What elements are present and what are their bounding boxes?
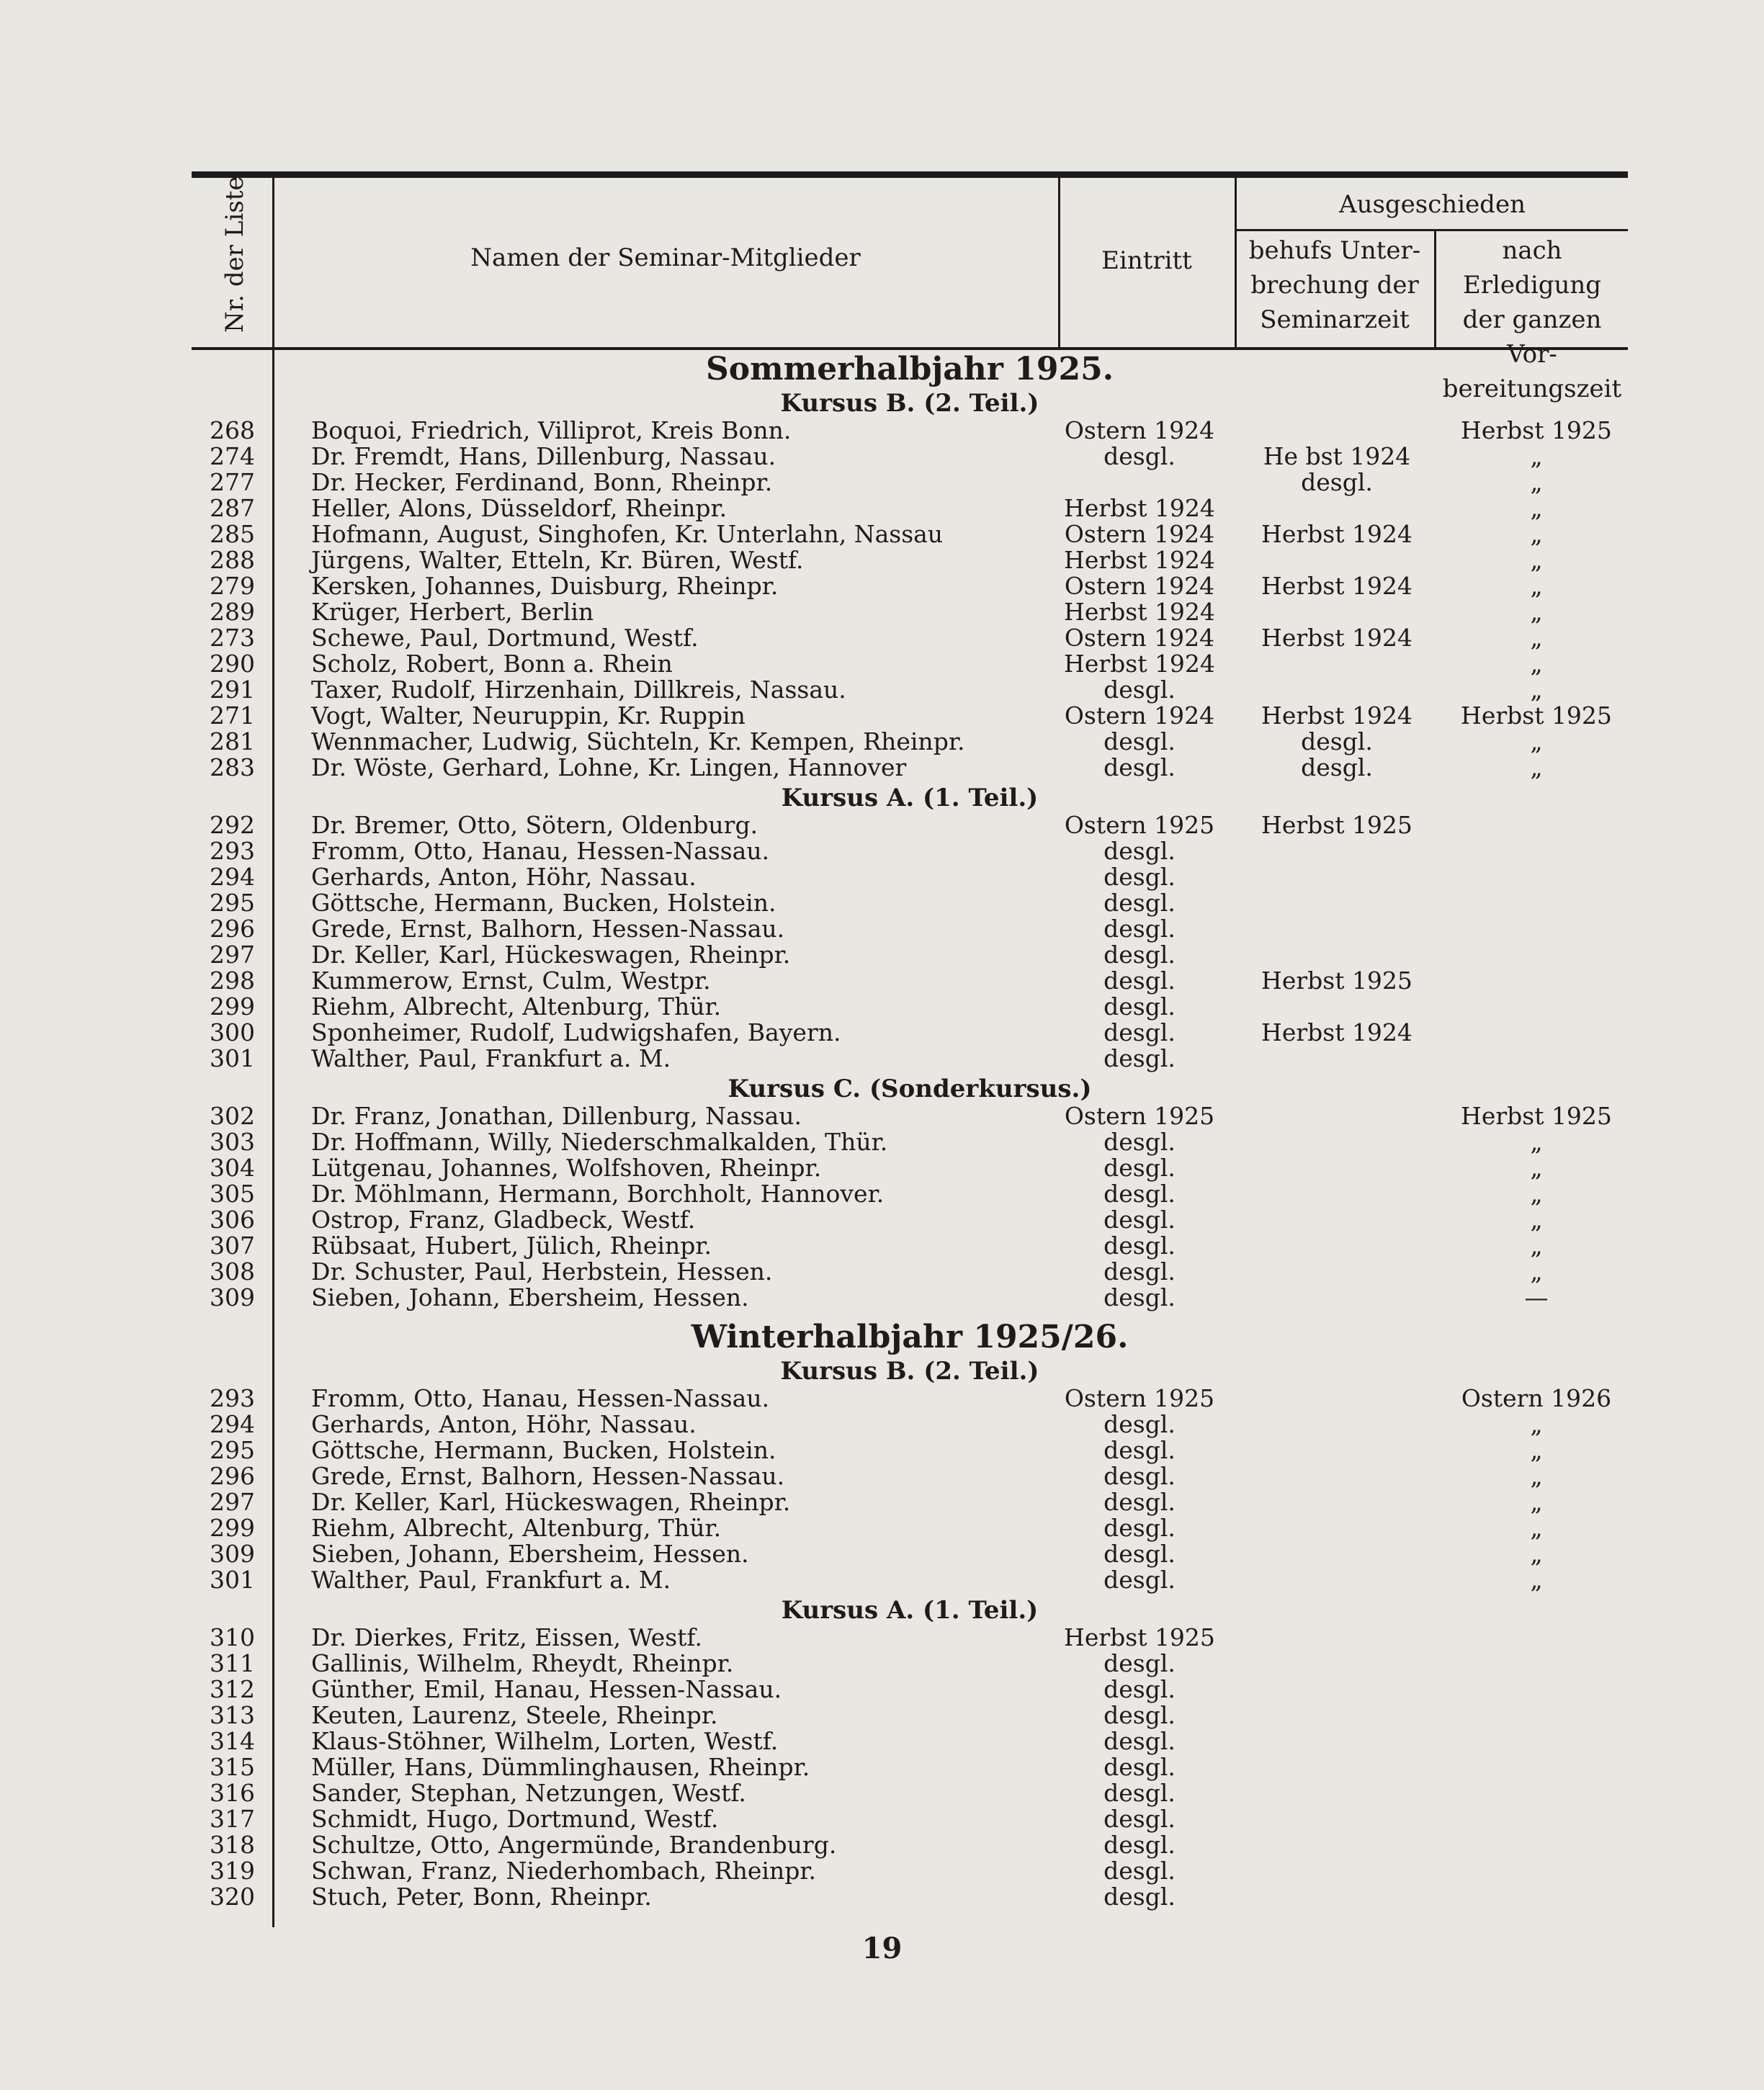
member-name: Krüger, Herbert, Berlin: [311, 598, 594, 626]
course-heading: Kursus C. (Sonderkursus.): [727, 1075, 1092, 1103]
erledigung-date: „: [1530, 520, 1543, 548]
eintritt-date: desgl.: [1103, 1128, 1176, 1156]
list-number: 297: [210, 1488, 255, 1516]
list-number: 281: [210, 727, 255, 755]
list-number: 296: [210, 1462, 255, 1490]
member-name: Sieben, Johann, Ebersheim, Hessen.: [311, 1540, 749, 1568]
list-number: 274: [210, 442, 255, 470]
unterbrechung-date: Herbst 1924: [1261, 701, 1412, 730]
list-number: 273: [210, 624, 255, 652]
season-heading: Sommerhalbjahr 1925.: [705, 351, 1114, 387]
member-name: Wennmacher, Ludwig, Süchteln, Kr. Kempen, Rheinpr.: [311, 727, 965, 755]
eintritt-date: desgl.: [1103, 1514, 1176, 1542]
member-name: Dr. Keller, Karl, Hückeswagen, Rheinpr.: [311, 941, 791, 969]
erledigung-date: Herbst 1925: [1461, 416, 1612, 444]
eintritt-date: desgl.: [1103, 966, 1176, 995]
table-row: [192, 1285, 1628, 1311]
table-row: [192, 573, 1628, 599]
member-name: Dr. Bremer, Otto, Sötern, Oldenburg.: [311, 811, 758, 839]
eintritt-date: desgl.: [1103, 941, 1176, 969]
erledigung-date: Herbst 1925: [1461, 701, 1612, 730]
erledigung-date: „: [1530, 624, 1543, 652]
header-nach-line3: bereitungszeit: [1442, 375, 1622, 403]
eintritt-date: Ostern 1924: [1064, 624, 1215, 652]
list-number: 300: [210, 1018, 255, 1046]
table-row: [192, 1155, 1628, 1181]
table-row: [192, 1181, 1628, 1207]
erledigung-date: „: [1530, 1488, 1543, 1516]
ausgeschieden-rule: [1235, 229, 1628, 231]
erledigung-date: „: [1530, 442, 1543, 470]
member-name: Müller, Hans, Dümmlinghausen, Rheinpr.: [311, 1753, 810, 1781]
table-row: [192, 1046, 1628, 1072]
member-name: Walther, Paul, Frankfurt a. M.: [311, 1566, 671, 1594]
member-name: Göttsche, Hermann, Bucken, Holstein.: [311, 1436, 776, 1464]
course-heading: Kursus B. (2. Teil.): [780, 1357, 1039, 1386]
list-number: 320: [210, 1883, 255, 1911]
erledigung-date: Ostern 1926: [1461, 1384, 1612, 1412]
eintritt-date: desgl.: [1103, 837, 1176, 865]
member-name: Heller, Alons, Düsseldorf, Rheinpr.: [311, 494, 727, 522]
eintritt-date: Ostern 1924: [1064, 572, 1215, 600]
member-name: Sponheimer, Rudolf, Ludwigshafen, Bayern.: [311, 1018, 841, 1046]
header-nr-der-liste: Nr. der Liste: [220, 176, 249, 333]
table-row: [192, 521, 1628, 547]
erledigung-date: —: [1524, 1283, 1549, 1311]
table-row: [192, 1832, 1628, 1858]
list-number: 301: [210, 1044, 255, 1072]
eintritt-date: Herbst 1924: [1064, 598, 1215, 626]
list-number: 268: [210, 416, 255, 444]
member-name: Lütgenau, Johannes, Wolfshoven, Rheinpr.: [311, 1154, 822, 1182]
erledigung-date: „: [1530, 1566, 1543, 1594]
list-number: 312: [210, 1675, 255, 1703]
table-row: [192, 1412, 1628, 1438]
eintritt-date: desgl.: [1103, 1462, 1176, 1490]
table-row: [192, 1489, 1628, 1515]
header-unterbrechung-line1: behufs Unter-: [1248, 236, 1421, 265]
table-row: [192, 1728, 1628, 1754]
table-row: [192, 1463, 1628, 1489]
list-number: 318: [210, 1831, 255, 1859]
erledigung-date: „: [1530, 1154, 1543, 1182]
erledigung-date: „: [1530, 727, 1543, 755]
eintritt-date: Herbst 1925: [1064, 1623, 1215, 1651]
table-row: [192, 599, 1628, 625]
list-number: 306: [210, 1206, 255, 1234]
erledigung-date: „: [1530, 598, 1543, 626]
table-row: [192, 1386, 1628, 1412]
list-number: 283: [210, 753, 255, 781]
member-name: Fromm, Otto, Hanau, Hessen-Nassau.: [311, 1384, 770, 1412]
table-row: [192, 755, 1628, 781]
eintritt-date: desgl.: [1103, 1018, 1176, 1046]
table-row: [192, 495, 1628, 521]
list-number: 305: [210, 1180, 255, 1208]
unterbrechung-date: desgl.: [1301, 468, 1373, 496]
erledigung-date: „: [1530, 1206, 1543, 1234]
list-number: 291: [210, 676, 255, 704]
eintritt-date: desgl.: [1103, 1701, 1176, 1729]
member-name: Klaus-Stöhner, Wilhelm, Lorten, Westf.: [311, 1727, 779, 1755]
eintritt-date: desgl.: [1103, 727, 1176, 755]
list-number: 296: [210, 915, 255, 943]
member-name: Boquoi, Friedrich, Villiprot, Kreis Bonn.: [311, 416, 792, 444]
eintritt-date: desgl.: [1103, 1410, 1176, 1438]
eintritt-date: desgl.: [1103, 1566, 1176, 1594]
member-name: Dr. Dierkes, Fritz, Eissen, Westf.: [311, 1623, 702, 1651]
list-number: 316: [210, 1779, 255, 1807]
table-row: [192, 1677, 1628, 1703]
list-number: 295: [210, 1436, 255, 1464]
erledigung-date: „: [1530, 572, 1543, 600]
unterbrechung-date: desgl.: [1301, 727, 1373, 755]
table-row: [192, 1754, 1628, 1780]
eintritt-date: desgl.: [1103, 1232, 1176, 1260]
table-row: [192, 1438, 1628, 1463]
unterbrechung-date: Herbst 1924: [1261, 1018, 1412, 1046]
table-row: [192, 418, 1628, 444]
erledigung-date: „: [1530, 1257, 1543, 1286]
list-number: 293: [210, 1384, 255, 1412]
member-name: Taxer, Rudolf, Hirzenhain, Dillkreis, Nassau.: [311, 676, 846, 704]
member-name: Keuten, Laurenz, Steele, Rheinpr.: [311, 1701, 718, 1729]
unterbrechung-date: desgl.: [1301, 753, 1373, 781]
member-name: Scholz, Robert, Bonn a. Rhein: [311, 650, 673, 678]
table-row: [192, 812, 1628, 838]
member-name: Dr. Möhlmann, Hermann, Borchholt, Hannover.: [311, 1180, 885, 1208]
member-name: Gerhards, Anton, Höhr, Nassau.: [311, 1410, 697, 1438]
eintritt-date: desgl.: [1103, 1727, 1176, 1755]
erledigung-date: „: [1530, 1462, 1543, 1490]
eintritt-date: desgl.: [1103, 676, 1176, 704]
table-row: [192, 1806, 1628, 1832]
header-nach-line1: nach Erledigung: [1462, 236, 1602, 300]
table-row: [192, 1567, 1628, 1593]
member-name: Schewe, Paul, Dortmund, Westf.: [311, 624, 699, 652]
member-name: Göttsche, Hermann, Bucken, Holstein.: [311, 889, 776, 917]
course-heading: Kursus A. (1. Teil.): [781, 784, 1039, 812]
eintritt-date: desgl.: [1103, 915, 1176, 943]
list-number: 308: [210, 1257, 255, 1286]
list-number: 294: [210, 863, 255, 891]
list-number: 271: [210, 701, 255, 730]
member-name: Gallinis, Wilhelm, Rheydt, Rheinpr.: [311, 1649, 734, 1677]
table-row: [192, 1541, 1628, 1567]
eintritt-date: desgl.: [1103, 1805, 1176, 1833]
member-name: Riehm, Albrecht, Altenburg, Thür.: [311, 1514, 722, 1542]
list-number: 309: [210, 1540, 255, 1568]
member-name: Walther, Paul, Frankfurt a. M.: [311, 1044, 671, 1072]
erledigung-date: Herbst 1925: [1461, 1102, 1612, 1130]
eintritt-date: desgl.: [1103, 1154, 1176, 1182]
unterbrechung-date: Herbst 1924: [1261, 572, 1412, 600]
table-row: [192, 1207, 1628, 1233]
eintritt-date: desgl.: [1103, 1779, 1176, 1807]
member-name: Vogt, Walter, Neuruppin, Kr. Ruppin: [311, 701, 746, 730]
header-eintritt: Eintritt: [1101, 246, 1192, 275]
table-row: [192, 1651, 1628, 1677]
page-number: 19: [861, 1932, 903, 1965]
table-row: [192, 677, 1628, 703]
eintritt-date: Herbst 1924: [1064, 546, 1215, 574]
member-name: Schultze, Otto, Angermünde, Brandenburg.: [311, 1831, 837, 1859]
list-number: 290: [210, 650, 255, 678]
erledigung-date: „: [1530, 1128, 1543, 1156]
member-name: Grede, Ernst, Balhorn, Hessen-Nassau.: [311, 915, 785, 943]
list-number: 301: [210, 1566, 255, 1594]
table-row: [192, 1103, 1628, 1129]
eintritt-date: desgl.: [1103, 1488, 1176, 1516]
erledigung-date: „: [1530, 1180, 1543, 1208]
list-number: 289: [210, 598, 255, 626]
list-number: 315: [210, 1753, 255, 1781]
member-name: Rübsaat, Hubert, Jülich, Rheinpr.: [311, 1232, 712, 1260]
seminar-register-table: [192, 171, 1628, 1927]
member-name: Jürgens, Walter, Etteln, Kr. Büren, Westf.: [311, 546, 804, 574]
eintritt-date: desgl.: [1103, 1831, 1176, 1859]
list-number: 311: [210, 1649, 255, 1677]
erledigung-date: „: [1530, 1410, 1543, 1438]
member-name: Ostrop, Franz, Gladbeck, Westf.: [311, 1206, 696, 1234]
header-unterbrechung-line2: brechung der: [1250, 271, 1419, 300]
unterbrechung-date: Herbst 1925: [1261, 811, 1412, 839]
eintritt-date: Herbst 1924: [1064, 494, 1215, 522]
eintritt-date: Ostern 1924: [1064, 520, 1215, 548]
unterbrechung-date: He bst 1924: [1263, 442, 1411, 470]
member-name: Günther, Emil, Hanau, Hessen-Nassau.: [311, 1675, 782, 1703]
member-name: Sander, Stephan, Netzungen, Westf.: [311, 1779, 746, 1807]
table-row: [192, 1259, 1628, 1285]
member-name: Dr. Keller, Karl, Hückeswagen, Rheinpr.: [311, 1488, 791, 1516]
erledigung-date: „: [1530, 494, 1543, 522]
list-number: 299: [210, 992, 255, 1021]
table-row: [192, 864, 1628, 890]
table-row: [192, 1884, 1628, 1910]
table-row: [192, 703, 1628, 729]
list-number: 295: [210, 889, 255, 917]
erledigung-date: „: [1530, 546, 1543, 574]
eintritt-date: desgl.: [1103, 1257, 1176, 1286]
eintritt-date: desgl.: [1103, 1857, 1176, 1885]
eintritt-date: desgl.: [1103, 442, 1176, 470]
list-number: 307: [210, 1232, 255, 1260]
eintritt-date: desgl.: [1103, 1540, 1176, 1568]
erledigung-date: „: [1530, 1232, 1543, 1260]
list-number: 313: [210, 1701, 255, 1729]
list-number: 314: [210, 1727, 255, 1755]
erledigung-date: „: [1530, 1436, 1543, 1464]
top-rule: [192, 171, 1628, 178]
list-number: 294: [210, 1410, 255, 1438]
list-number: 298: [210, 966, 255, 995]
eintritt-date: desgl.: [1103, 1283, 1176, 1311]
erledigung-date: „: [1530, 1514, 1543, 1542]
member-name: Gerhards, Anton, Höhr, Nassau.: [311, 863, 697, 891]
table-row: [192, 444, 1628, 470]
member-name: Kersken, Johannes, Duisburg, Rheinpr.: [311, 572, 779, 600]
table-row: [192, 968, 1628, 994]
list-number: 285: [210, 520, 255, 548]
list-number: 309: [210, 1283, 255, 1311]
eintritt-date: desgl.: [1103, 753, 1176, 781]
list-number: 302: [210, 1102, 255, 1130]
member-name: Sieben, Johann, Ebersheim, Hessen.: [311, 1283, 749, 1311]
table-row: [192, 942, 1628, 968]
member-name: Kummerow, Ernst, Culm, Westpr.: [311, 966, 711, 995]
table-row: [192, 729, 1628, 755]
list-number: 319: [210, 1857, 255, 1885]
table-row: [192, 1233, 1628, 1259]
course-heading: Kursus A. (1. Teil.): [781, 1596, 1039, 1625]
list-number: 297: [210, 941, 255, 969]
member-name: Schmidt, Hugo, Dortmund, Westf.: [311, 1805, 719, 1833]
list-number: 303: [210, 1128, 255, 1156]
erledigung-date: „: [1530, 650, 1543, 678]
eintritt-date: Ostern 1925: [1064, 1384, 1215, 1412]
table-row: [192, 625, 1628, 651]
erledigung-date: „: [1530, 468, 1543, 496]
eintritt-date: desgl.: [1103, 1044, 1176, 1072]
header-names: Namen der Seminar-Mitglieder: [470, 243, 861, 272]
list-number: 299: [210, 1514, 255, 1542]
header-unterbrechung-line3: Seminarzeit: [1260, 305, 1410, 334]
eintritt-date: Ostern 1924: [1064, 701, 1215, 730]
list-number: 287: [210, 494, 255, 522]
member-name: Grede, Ernst, Balhorn, Hessen-Nassau.: [311, 1462, 785, 1490]
unterbrechung-date: Herbst 1924: [1261, 520, 1412, 548]
list-number: 293: [210, 837, 255, 865]
unterbrechung-date: Herbst 1925: [1261, 966, 1412, 995]
member-name: Dr. Franz, Jonathan, Dillenburg, Nassau.: [311, 1102, 802, 1130]
eintritt-date: desgl.: [1103, 1675, 1176, 1703]
eintritt-date: desgl.: [1103, 1753, 1176, 1781]
eintritt-date: desgl.: [1103, 889, 1176, 917]
list-number: 317: [210, 1805, 255, 1833]
table-row: [192, 1625, 1628, 1651]
member-name: Dr. Wöste, Gerhard, Lohne, Kr. Lingen, Hannover: [311, 753, 907, 781]
erledigung-date: „: [1530, 753, 1543, 781]
table-row: [192, 1515, 1628, 1541]
table-row: [192, 470, 1628, 495]
table-row: [192, 838, 1628, 864]
header-unterbrechung: [1237, 233, 1433, 337]
table-row: [192, 994, 1628, 1020]
member-name: Hofmann, August, Singhofen, Kr. Unterlahn, Nassau: [311, 520, 944, 548]
table-row: [192, 916, 1628, 942]
member-name: Dr. Hoffmann, Willy, Niederschmalkalden, Thür.: [311, 1128, 888, 1156]
header-ausgeschieden: Ausgeschieden: [1339, 190, 1526, 219]
member-name: Stuch, Peter, Bonn, Rheinpr.: [311, 1883, 652, 1911]
eintritt-date: Ostern 1924: [1064, 416, 1215, 444]
member-name: Riehm, Albrecht, Altenburg, Thür.: [311, 992, 722, 1021]
eintritt-date: desgl.: [1103, 1206, 1176, 1234]
eintritt-date: desgl.: [1103, 1180, 1176, 1208]
unterbrechung-date: Herbst 1924: [1261, 624, 1412, 652]
table-row: [192, 547, 1628, 573]
course-heading: Kursus B. (2. Teil.): [780, 389, 1039, 418]
list-number: 277: [210, 468, 255, 496]
list-number: 310: [210, 1623, 255, 1651]
table-row: [192, 651, 1628, 677]
eintritt-date: Ostern 1925: [1064, 1102, 1215, 1130]
eintritt-date: desgl.: [1103, 1436, 1176, 1464]
list-number: 304: [210, 1154, 255, 1182]
season-heading: Winterhalbjahr 1925/26.: [691, 1319, 1129, 1355]
list-number: 292: [210, 811, 255, 839]
table-row: [192, 1020, 1628, 1046]
eintritt-date: desgl.: [1103, 992, 1176, 1021]
erledigung-date: „: [1530, 1540, 1543, 1568]
member-name: Dr. Fremdt, Hans, Dillenburg, Nassau.: [311, 442, 776, 470]
erledigung-date: „: [1530, 676, 1543, 704]
eintritt-date: Herbst 1924: [1064, 650, 1215, 678]
table-row: [192, 1780, 1628, 1806]
list-number: 288: [210, 546, 255, 574]
eintritt-date: desgl.: [1103, 863, 1176, 891]
eintritt-date: desgl.: [1103, 1649, 1176, 1677]
member-name: Dr. Schuster, Paul, Herbstein, Hessen.: [311, 1257, 773, 1286]
header-nach-line2: der ganzen Vor-: [1462, 305, 1602, 369]
member-name: Dr. Hecker, Ferdinand, Bonn, Rheinpr.: [311, 468, 773, 496]
eintritt-date: desgl.: [1103, 1883, 1176, 1911]
eintritt-date: Ostern 1925: [1064, 811, 1215, 839]
table-row: [192, 890, 1628, 916]
list-number: 279: [210, 572, 255, 600]
member-name: Fromm, Otto, Hanau, Hessen-Nassau.: [311, 837, 770, 865]
table-row: [192, 1858, 1628, 1884]
member-name: Schwan, Franz, Niederhombach, Rheinpr.: [311, 1857, 816, 1885]
table-row: [192, 1703, 1628, 1728]
header-rule: [192, 347, 1628, 350]
table-row: [192, 1129, 1628, 1155]
